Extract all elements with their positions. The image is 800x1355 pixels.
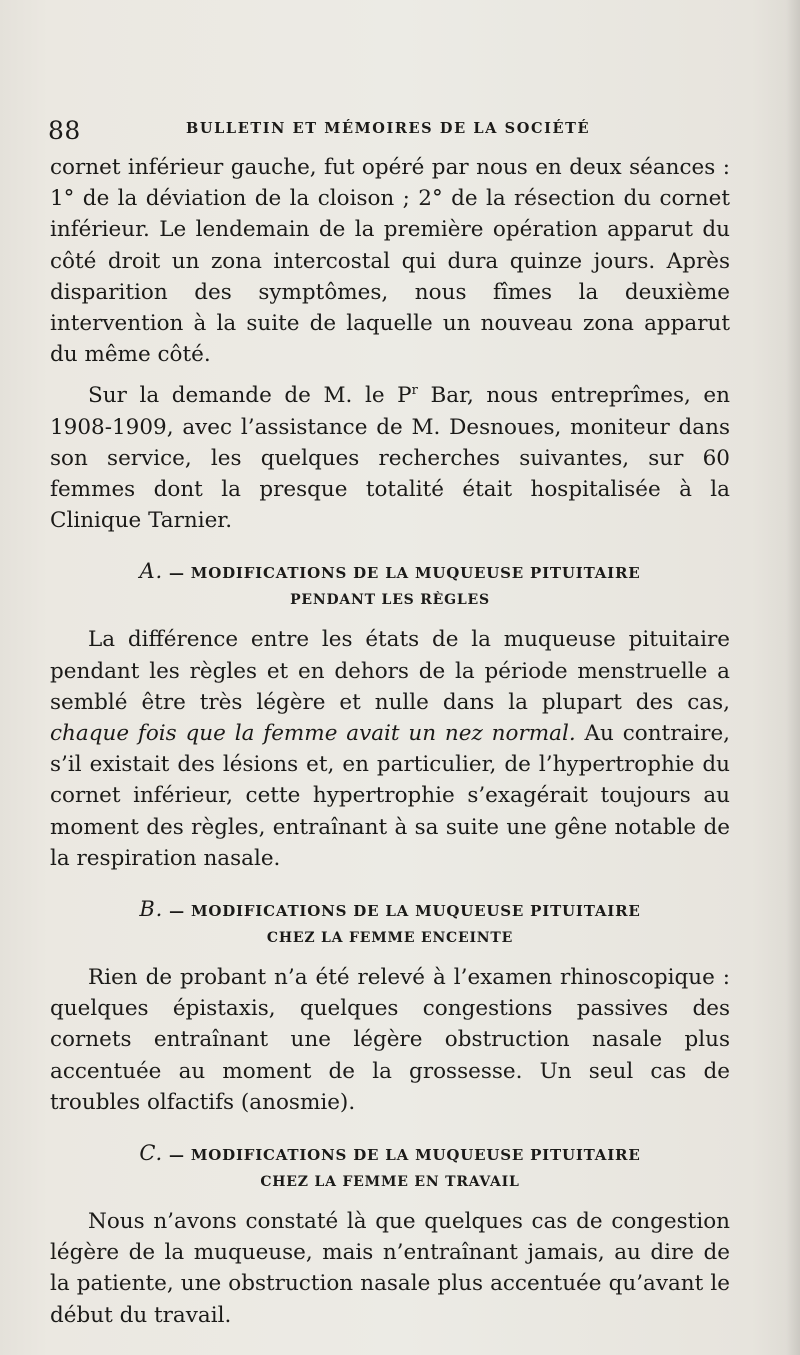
paragraph-section-c bbox=[50, 1206, 730, 1331]
paragraph-section-c-text: Nous n’avons constaté là que quelques cas de congestion légère de la muqueuse, mais n’entraînant jamais, au dire de la patiente, une obstruction nasale plus accentuée qu’avant le début du travail. bbox=[50, 1209, 730, 1328]
section-subtitle: CHEZ LA FEMME EN TRAVAIL bbox=[260, 1174, 520, 1191]
section-letter: B. bbox=[139, 897, 164, 922]
section-subtitle: PENDANT LES RÈGLES bbox=[290, 592, 490, 609]
section-heading-b bbox=[50, 896, 730, 952]
section-subtitle: CHEZ LA FEMME ENCEINTE bbox=[266, 930, 514, 947]
paragraph-section-b bbox=[50, 962, 730, 1118]
page-number: 88 bbox=[48, 116, 81, 145]
paragraph-continued: cornet inférieur gauche, fut opéré par nous en deux séances : 1° de la déviation de la cloison ; 2° de la résection du cornet inférieur. Le lendemain de la première opération apparut du côté droit un zona intercostal qui dura quinze jours. Après disparition des symptômes, nous fîmes la deuxième intervention à la suite de laquelle un nouveau zona apparut du même côté. bbox=[50, 155, 730, 368]
paragraph-research-part1: Sur la demande de M. le P bbox=[88, 383, 412, 409]
section-title: — MODIFICATIONS DE LA MUQUEUSE PITUITAIRE bbox=[163, 902, 641, 921]
section-letter: C. bbox=[139, 1141, 164, 1166]
section-letter: A. bbox=[139, 559, 163, 584]
body-text bbox=[50, 152, 730, 1331]
section-title: — MODIFICATIONS DE LA MUQUEUSE PITUITAIRE bbox=[163, 1146, 641, 1165]
paragraph-section-a-emphasis: chaque fois que la femme avait un nez normal. bbox=[50, 721, 576, 747]
section-title: — MODIFICATIONS DE LA MUQUEUSE PITUITAIRE bbox=[162, 564, 641, 583]
paragraph-research bbox=[50, 380, 730, 536]
page-edge-shadow bbox=[786, 0, 800, 1355]
section-heading-c bbox=[50, 1140, 730, 1196]
paragraph-section-b-text: Rien de probant n’a été relevé à l’examen rhinoscopique : quelques épistaxis, quelques congestions passives des cornets entraînant une légère obstruction nasale plus accentuée au moment de la grossesse. Un seul cas de troubles olfactifs (anosmie). bbox=[50, 965, 730, 1115]
paragraph-section-a bbox=[50, 624, 730, 874]
professor-superscript: r bbox=[411, 383, 418, 399]
paragraph-research-part2: Bar, nous entreprîmes, en 1908-1909, avec l’assistance de M. Desnoues, moniteur dans son service, les quelques recherches suivantes, sur 60 femmes dont la presque totalité était hospitalisée à la Clinique Tarnier. bbox=[50, 383, 730, 534]
section-heading-a bbox=[50, 558, 730, 614]
paragraph-section-a-part2: Au contraire, s’il existait des lésions et, en particulier, de l’hypertrophie du cornet inférieur, cette hypertrophie s’exagérait toujours au moment des règles, entraînant à sa suite une gêne notable de la respiration nasale. bbox=[50, 721, 731, 871]
paragraph-section-a-part1: La différence entre les états de la muqueuse pituitaire pendant les règles et en dehors de la période menstruelle a semblé être très légère et nulle dans la plupart des cas, bbox=[50, 627, 730, 715]
page-header bbox=[46, 116, 746, 148]
running-head: BULLETIN ET MÉMOIRES DE LA SOCIÉTÉ bbox=[186, 120, 591, 137]
